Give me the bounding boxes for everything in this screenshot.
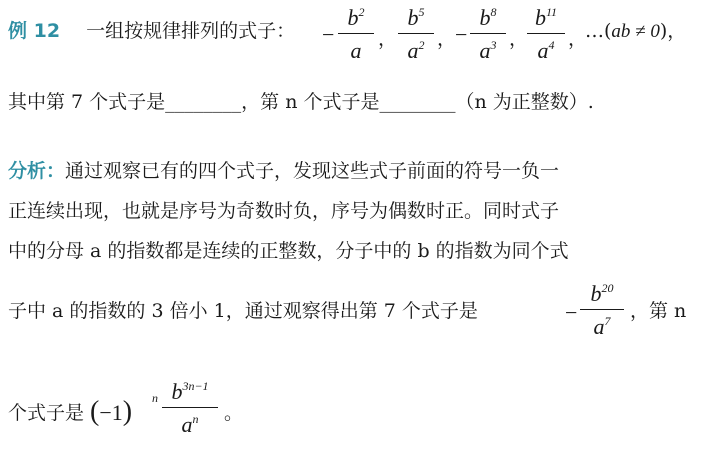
answer-7-fraction: $b^{20}$ $a^7$ bbox=[580, 282, 624, 338]
term-3-fraction: $b^8$ $a^3$ bbox=[470, 6, 506, 62]
term-4-fraction: $b^{11}$ $a^4$ bbox=[527, 6, 565, 62]
example-label: 例 12 bbox=[8, 20, 61, 42]
answer-n-fraction: $b^{3n-1}$ $a^n$ bbox=[162, 380, 218, 436]
analysis-line-1: 分析：通过观察已有的四个式子，发现这些式子前面的符号一负一 bbox=[8, 160, 560, 182]
analysis-line-3: 中的分母 a 的指数都是连续的正整数，分子中的 b 的指数为同个式 bbox=[8, 240, 569, 262]
question-line: 其中第 7 个式子是________，第 n 个式子是________（n 为正整数）. bbox=[8, 91, 594, 113]
answer-7-sign: − bbox=[565, 300, 578, 325]
example-condition: …(ab ≠ 0)， bbox=[585, 20, 687, 42]
answer-blank-1: ________ bbox=[165, 91, 242, 113]
answer-blank-2: ________ bbox=[379, 91, 456, 113]
analysis-line-5-tail: 。 bbox=[224, 402, 244, 424]
answer-n-prefix-exp: n bbox=[152, 391, 158, 405]
analysis-line-4-tail: ，第 n bbox=[630, 300, 687, 322]
analysis-line-4: 子中 a 的指数的 3 倍小 1，通过观察得出第 7 个式子是 bbox=[8, 300, 478, 322]
term-1-sign: − bbox=[322, 22, 335, 47]
analysis-line-5: 个式子是 bbox=[8, 402, 85, 424]
term-3-sign: − bbox=[455, 22, 468, 47]
term-2-fraction: $b^5$ $a^2$ bbox=[398, 6, 434, 62]
analysis-label: 分析： bbox=[8, 160, 66, 182]
example-statement bbox=[8, 22, 295, 41]
analysis-line-2: 正连续出现，也就是序号为奇数时负，序号为偶数时正。同时式子 bbox=[8, 200, 560, 222]
answer-n-prefix: (−1) bbox=[90, 396, 133, 427]
example-intro: 一组按规律排列的式子： bbox=[86, 20, 296, 42]
term-1-fraction: $b^2$ a bbox=[338, 6, 374, 62]
